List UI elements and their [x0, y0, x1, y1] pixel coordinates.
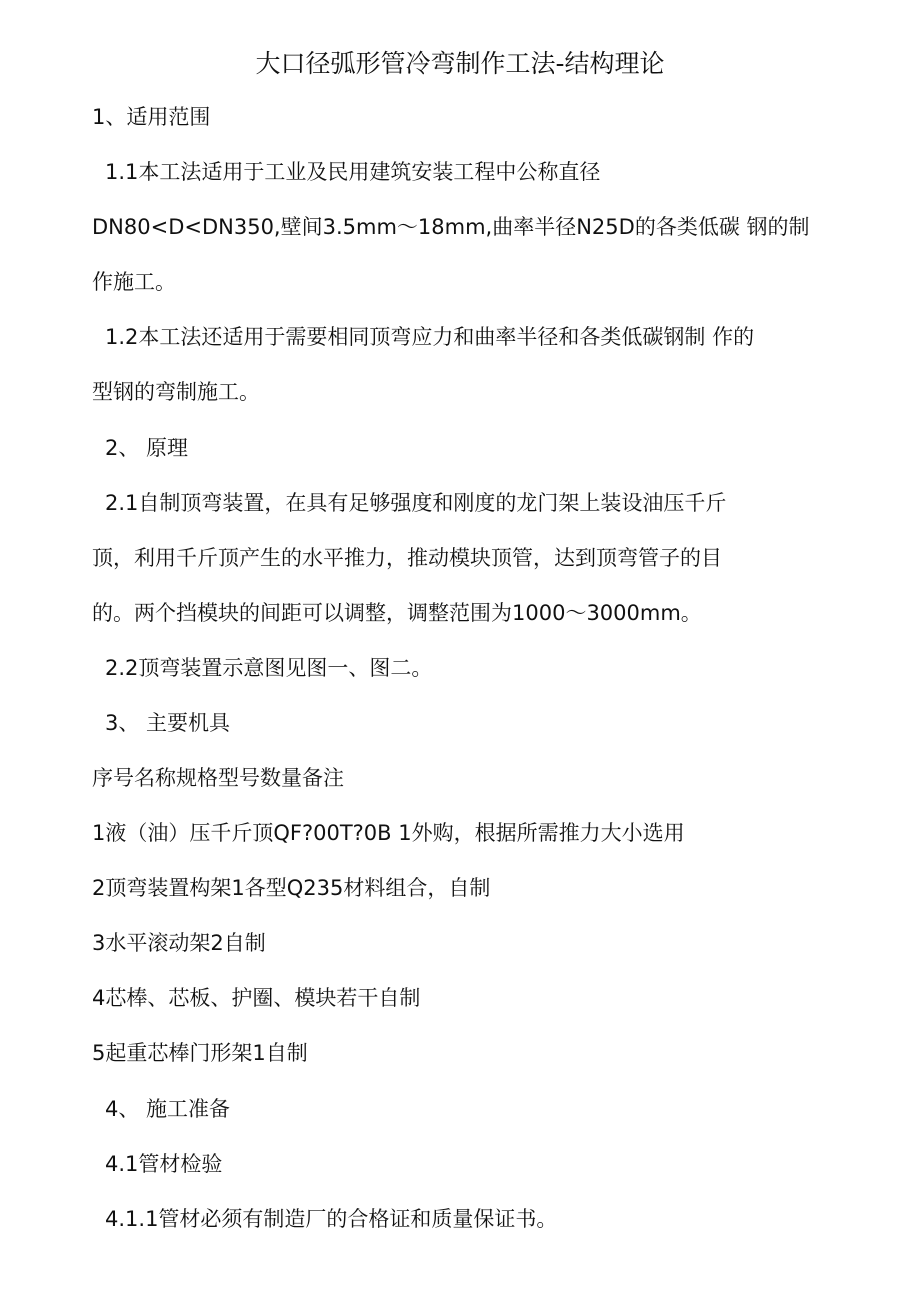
- section-heading-preparation: 4、 施工准备: [105, 1097, 231, 1121]
- paragraph-1-1-line-3: 作施工。: [92, 270, 176, 294]
- paragraph-2-2: 2.2顶弯装置示意图见图一、图二。: [105, 656, 433, 680]
- paragraph-1-2-line-1: 1.2本工法还适用于需要相同顶弯应力和曲率半径和各类低碳钢制 作的: [105, 325, 755, 349]
- paragraph-4-1-1: 4.1.1管材必须有制造厂的合格证和质量保证书。: [105, 1207, 558, 1231]
- section-heading-scope: 1、适用范围: [92, 105, 211, 129]
- paragraph-2-1-line-2: 顶，利用千斤顶产生的水平推力，推动模块顶管，达到顶弯管子的目: [92, 546, 722, 570]
- paragraph-2-1-line-1: 2.1自制顶弯装置，在具有足够强度和刚度的龙门架上装设油压千斤: [105, 491, 727, 515]
- document-title: 大口径弧形管冷弯制作工法-结构理论: [255, 49, 665, 78]
- tools-row-3: 3水平滚动架2自制: [92, 931, 266, 955]
- tools-row-4: 4芯棒、芯板、护圈、模块若干自制: [92, 986, 421, 1010]
- subsection-heading-pipe-inspection: 4.1管材检验: [105, 1152, 223, 1176]
- tools-row-1: 1液（油）压千斤顶QF?00T?0B 1外购，根据所需推力大小选用: [92, 821, 685, 845]
- paragraph-1-1-line-2: DN80<D<DN350,壁间3.5mm～18mm,曲率半径N25D的各类低碳 钢的制: [92, 215, 810, 239]
- paragraph-1-1-line-1: 1.1本工法适用于工业及民用建筑安装工程中公称直径: [105, 160, 601, 184]
- section-heading-principle: 2、 原理: [105, 436, 189, 460]
- section-heading-tools: 3、 主要机具: [105, 711, 231, 735]
- tools-row-5: 5起重芯棒门形架1自制: [92, 1041, 308, 1065]
- tools-row-2: 2顶弯装置构架1各型Q235材料组合，自制: [92, 876, 491, 900]
- paragraph-1-2-line-2: 型钢的弯制施工。: [92, 380, 260, 404]
- tools-header-row: 序号名称规格型号数量备注: [92, 766, 344, 790]
- paragraph-2-1-line-3: 的。两个挡模块的间距可以调整，调整范围为1000～3000mm。: [92, 601, 702, 625]
